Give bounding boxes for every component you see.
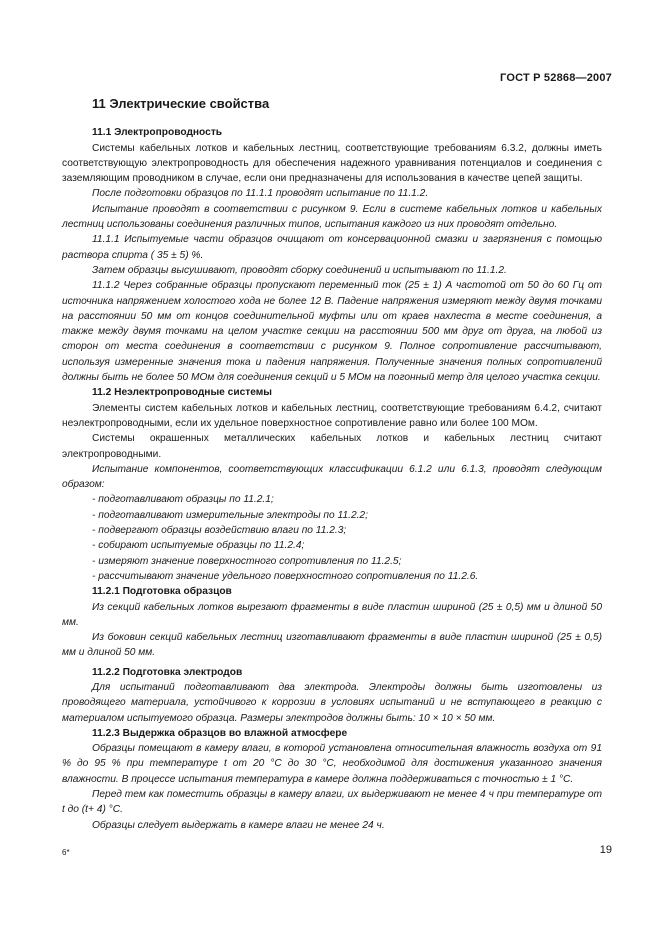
paragraph: Перед тем как поместить образцы в камеру влаги, их выдерживают не менее 4 ч при температуре от t до (t+ 4) °С. <box>62 789 602 816</box>
heading-11-2-1: 11.2.1 Подготовка образцов <box>92 586 232 598</box>
paragraph: 11.1.2 Через собранные образцы пропускают переменный ток (25 ± 1) А частотой от 50 до 60 Гц от источника напряжением холостого хода не более 12 В. Падение напряжения измеряют между двумя точками на расстоянии 50 мм от концов соединительной муфты или от краев нахлеста в месте соединения, а также между двумя точками на целом участке секции на расстоянии 500 мм друг от друга, на любой из сторон от места соединения в соответствии с рисунком 9. Полное сопротивление рассчитывают, используя измеренные значения тока и падения напряжения. Полученные значения полных сопротивлений должны быть не более 50 МОм для соединения секций и 5 МОм на погонный метр для целого участка секции. <box>62 280 602 384</box>
paragraph: Из секций кабельных лотков вырезают фрагменты в виде пластин шириной (25 ± 0,5) мм и длиной 50 мм. <box>62 601 602 628</box>
paragraph: Из боковин секций кабельных лестниц изготавливают фрагменты в виде пластин шириной (25 ± 0,5) мм и длиной 50 мм. <box>62 632 602 659</box>
paragraph: Для испытаний подготавливают два электрода. Электроды должны быть изготовлены из проводящего материала, устойчивого к коррозии в условиях испытаний и не вступающего в реакцию с материалом испытуемого образца. Размеры электродов должны быть: 10 × 10 × 50 мм. <box>62 681 602 724</box>
list-item: - собирают испытуемые образцы по 11.2.4; <box>92 540 305 552</box>
list-item: - подвергают образцы воздействию влаги по 11.2.3; <box>92 525 347 537</box>
list-item: - подготавливают измерительные электроды по 11.2.2; <box>92 509 368 521</box>
paragraph: Испытание проводят в соответствии с рисунком 9. Если в системе кабельных лотков и кабельных лестниц использованы соединения различных типов, испытания каждого из них проводят отдельно. <box>62 203 602 231</box>
list-item: - подготавливают образцы по 11.2.1; <box>92 494 274 506</box>
paragraph: Системы окрашенных металлических кабельных лотков и кабельных лестниц считают электропроводными. <box>62 433 602 460</box>
paragraph: После подготовки образцов по 11.1.1 проводят испытание по 11.1.2. <box>92 188 429 200</box>
heading-11-1: 11.1 Электропроводность <box>92 127 223 139</box>
paragraph: Образцы следует выдержать в камере влаги не менее 24 ч. <box>92 819 385 831</box>
heading-11-2: 11.2 Неэлектропроводные системы <box>92 387 273 399</box>
list-item: - рассчитывают значение удельного поверхностного сопротивления по 11.2.6. <box>92 570 479 582</box>
heading-11-2-3: 11.2.3 Выдержка образцов во влажной атмосфере <box>92 727 348 739</box>
standard-designation: ГОСТ Р 52868—2007 <box>500 72 612 84</box>
paragraph: Испытание компонентов, соответствующих классификации 6.1.2 или 6.1.3, проводят следующим образом: <box>62 463 602 491</box>
paragraph: Затем образцы высушивают, проводят сборку соединений и испытывают по 11.1.2. <box>92 264 507 276</box>
heading-11-2-2: 11.2.2 Подготовка электродов <box>92 666 243 678</box>
paragraph: Элементы систем кабельных лотков и кабельных лестниц, соответствующие требованиям 6.4.2, считают неэлектропроводными, если их удельное поверхностное сопротивление равно или более 100 МОм. <box>62 402 602 429</box>
paragraph: Системы кабельных лотков и кабельных лестниц, соответствующие требованиям 6.3.2, должны иметь соответствующую электропроводность для обеспечения надежного уравнивания потенциалов и соединения с заземляющим проводником в случае, если они предназначены для использования в качестве цепей защиты. <box>62 142 602 185</box>
paragraph: 11.1.1 Испытуемые части образцов очищают от консервационной смазки и загрязнения с помощью раствора спирта ( 35 ± 5) %. <box>62 234 602 261</box>
section-title: 11 Электрические свойства <box>92 96 270 111</box>
page-content <box>62 96 602 833</box>
list-item: - измеряют значение поверхностного сопротивления по 11.2.5; <box>92 555 402 567</box>
page-number: 19 <box>599 844 612 856</box>
sheet-mark: 6* <box>62 848 70 857</box>
paragraph: Образцы помещают в камеру влаги, в которой установлена относительная влажность воздуха от 91 % до 95 % при температуре t от 20 °С до 30 °С, необходимой для достижения указанного значения влажности. В процессе испытания температура в камере должна поддерживаться с точностью ± 1 °С. <box>62 743 602 785</box>
